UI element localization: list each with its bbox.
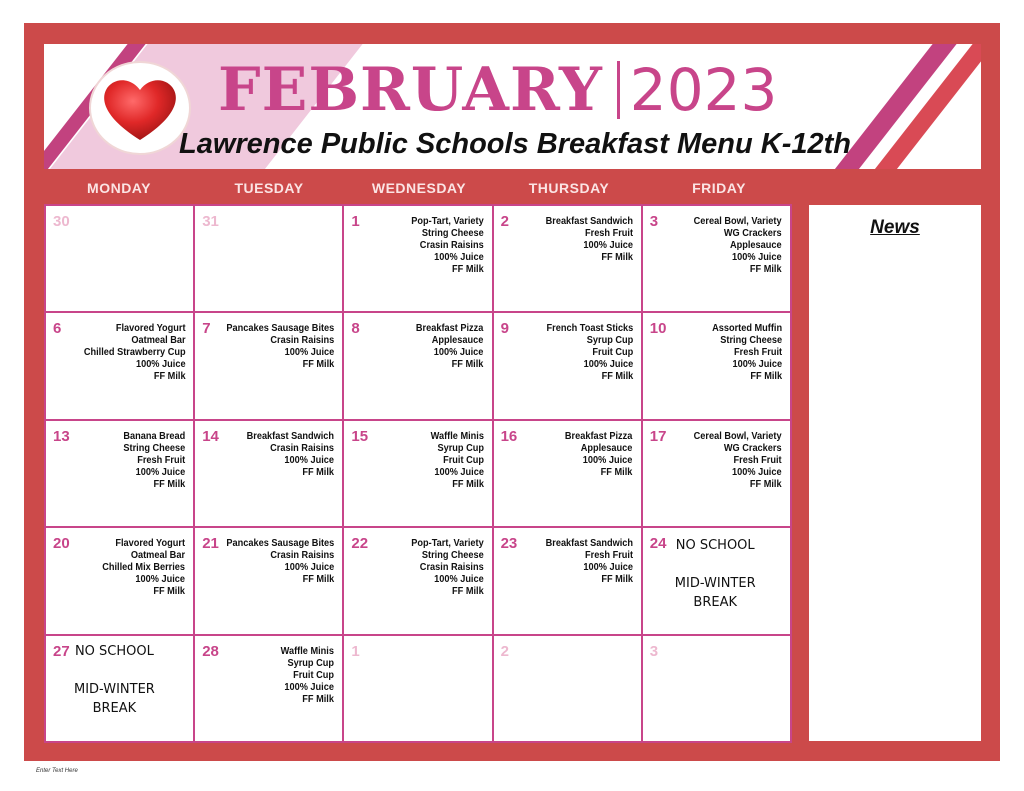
menu-item: 100% Juice (583, 359, 633, 371)
menu-item: FF Milk (601, 574, 633, 586)
calendar-day-cell (344, 313, 491, 418)
footer-text: Enter Text Here (36, 768, 78, 774)
calendar-grid (44, 204, 792, 743)
weekday-label: THURSDAY (528, 180, 610, 196)
menu-item: FF Milk (750, 264, 782, 275)
day-number: 23 (500, 535, 518, 553)
day-number: 27 (53, 642, 70, 660)
menu-item: Crasin Raisins (270, 335, 335, 347)
menu-item: Pancakes Sausage Bites (226, 323, 335, 335)
menu-item: Pancakes Sausage Bites (226, 538, 335, 550)
menu-item: FF Milk (302, 359, 335, 371)
menu-item: Fresh Fruit (733, 347, 782, 359)
menu-item: Chilled Strawberry Cup (83, 347, 186, 359)
menu-items (410, 323, 483, 371)
menu-item: String Cheese (720, 335, 782, 347)
note-line: BREAK (693, 595, 737, 611)
menu-items (706, 323, 782, 383)
menu-item: Chilled Mix Berries (102, 562, 186, 574)
menu-item: FF Milk (302, 466, 335, 478)
calendar-day-cell (195, 528, 342, 633)
day-number: 21 (202, 535, 219, 553)
menu-items (539, 323, 633, 383)
calendar-day-cell (46, 421, 193, 526)
menu-item: Syrup Cup (586, 335, 633, 347)
calendar-day-cell (195, 421, 342, 526)
calendar-day-cell (195, 636, 342, 741)
menu-item: 100% Juice (583, 240, 633, 251)
day-number: 20 (53, 535, 70, 553)
calendar-day-cell (494, 313, 641, 418)
menu-item: 100% Juice (732, 359, 782, 371)
menu-item: 100% Juice (284, 681, 335, 693)
calendar-day-cell (46, 313, 193, 418)
menu-item: 100% Juice (135, 574, 186, 586)
menu-item: Banana Bread (123, 430, 186, 442)
menu-items (118, 431, 185, 491)
menu-item: Syrup Cup (287, 657, 335, 669)
menu-item: 100% Juice (135, 359, 186, 371)
weekday-label: MONDAY (87, 180, 151, 196)
menu-item: 100% Juice (732, 252, 782, 263)
menu-item: String Cheese (421, 550, 484, 562)
day-number: 2 (500, 213, 509, 230)
menu-item: Crasin Raisins (270, 550, 335, 562)
menu-items (217, 538, 334, 586)
menu-item: Fresh Fruit (137, 454, 186, 466)
menu-item: Applesauce (581, 442, 633, 454)
menu-item: Crasin Raisins (419, 562, 484, 574)
calendar-day-cell (46, 636, 193, 741)
menu-item: Assorted Muffin (711, 323, 782, 335)
menu-item: Fruit Cup (442, 454, 484, 466)
menu-items (95, 538, 185, 598)
day-number: 24 (649, 535, 667, 553)
day-number: 1 (351, 213, 360, 230)
menu-item: Pop-Tart, Variety (411, 538, 484, 550)
menu-item: 100% Juice (433, 574, 484, 586)
news-title: News (870, 217, 920, 238)
menu-item: Breakfast Pizza (416, 323, 484, 335)
menu-item: WG Crackers (724, 442, 782, 454)
calendar-day-cell (643, 313, 790, 418)
menu-item: Fruit Cup (591, 347, 633, 359)
menu-item: FF Milk (601, 252, 633, 263)
day-number: 3 (649, 213, 659, 230)
menu-item: Breakfast Sandwich (246, 430, 335, 442)
note-line (74, 661, 155, 680)
calendar-day-cell (344, 528, 491, 633)
calendar-day-cell (195, 313, 342, 418)
title-year: 2023 (629, 55, 778, 124)
note-line: BREAK (92, 700, 137, 716)
menu-item: 100% Juice (732, 466, 782, 478)
page-title (218, 52, 777, 127)
menu-item: Applesauce (431, 335, 484, 347)
day-number: 15 (351, 427, 369, 445)
menu-items (217, 323, 334, 371)
note-line: MID-WINTER (674, 576, 756, 592)
day-number: 10 (649, 320, 667, 338)
menu-item: 100% Juice (583, 562, 633, 574)
day-number: 17 (649, 427, 667, 445)
menu-item: Breakfast Sandwich (545, 538, 633, 550)
menu-item: 100% Juice (284, 454, 335, 466)
menu-item: Fresh Fruit (584, 550, 633, 562)
menu-item: Waffle Minis (281, 645, 335, 657)
menu-item: Cereal Bowl, Variety (694, 430, 782, 442)
no-school-note (74, 642, 155, 718)
calendar-day-cell (494, 636, 641, 741)
day-number: 13 (53, 427, 70, 445)
menu-item: FF Milk (601, 466, 633, 478)
menu-item: FF Milk (451, 478, 484, 490)
note-line: NO SCHOOL (675, 538, 755, 554)
news-panel (809, 205, 981, 741)
calendar-day-cell (643, 528, 790, 633)
calendar-day-cell (46, 528, 193, 633)
menu-item: Cereal Bowl, Variety (694, 216, 782, 227)
title-divider (617, 61, 620, 119)
menu-item: FF Milk (750, 478, 782, 490)
calendar-day-cell (643, 206, 790, 311)
menu-item: Breakfast Pizza (565, 430, 633, 442)
menu-item: 100% Juice (135, 466, 186, 478)
menu-item: Crasin Raisins (270, 442, 335, 454)
menu-item: Fruit Cup (293, 669, 335, 681)
menu-item: Crasin Raisins (419, 240, 484, 251)
menu-item: FF Milk (451, 359, 484, 371)
menu-item: 100% Juice (433, 347, 484, 359)
day-number: 1 (351, 642, 360, 660)
menu-item: 100% Juice (284, 347, 335, 359)
weekday-header (44, 176, 794, 200)
menu-item: 100% Juice (433, 466, 484, 478)
menu-items (426, 431, 484, 491)
menu-items (405, 538, 484, 598)
note-line: MID-WINTER (74, 681, 155, 697)
calendar-day-cell (494, 528, 641, 633)
menu-item: FF Milk (601, 371, 633, 383)
calendar-day-cell (643, 421, 790, 526)
day-number: 22 (351, 535, 369, 553)
day-number: 7 (202, 320, 211, 338)
menu-item: Waffle Minis (430, 430, 484, 442)
menu-items (276, 646, 334, 706)
menu-item: String Cheese (421, 228, 484, 239)
day-number: 31 (202, 213, 219, 230)
menu-item: Syrup Cup (437, 442, 484, 454)
calendar-day-cell (46, 206, 193, 311)
menu-items (686, 216, 782, 276)
calendar-day-cell (344, 636, 491, 741)
day-number: 2 (500, 642, 509, 660)
menu-item: FF Milk (302, 574, 335, 586)
day-number: 30 (53, 213, 70, 230)
menu-items (239, 431, 334, 479)
menu-item: FF Milk (451, 264, 484, 275)
menu-items (538, 216, 633, 264)
menu-items (559, 431, 632, 479)
menu-item: WG Crackers (724, 228, 782, 239)
menu-item: FF Milk (750, 371, 782, 383)
weekday-label: WEDNESDAY (371, 180, 467, 196)
calendar-day-cell (494, 206, 641, 311)
day-number: 14 (202, 427, 219, 445)
calendar-day-cell (344, 206, 491, 311)
weekday-label: FRIDAY (692, 180, 746, 196)
menu-items (538, 538, 633, 586)
menu-item: Flavored Yogurt (115, 323, 186, 335)
menu-item: Oatmeal Bar (130, 335, 186, 347)
menu-item: FF Milk (153, 586, 186, 598)
menu-item: Oatmeal Bar (130, 550, 186, 562)
calendar-day-cell (494, 421, 641, 526)
menu-item: 100% Juice (433, 252, 484, 263)
note-line: NO SCHOOL (74, 643, 154, 659)
menu-item: Flavored Yogurt (115, 538, 186, 550)
menu-items (686, 431, 782, 491)
weekday-label: TUESDAY (234, 180, 304, 196)
calendar-day-cell (643, 636, 790, 741)
calendar-day-cell (195, 206, 342, 311)
day-number: 16 (500, 427, 518, 445)
menu-item: Fresh Fruit (584, 228, 633, 239)
menu-item: FF Milk (302, 693, 335, 705)
note-line (675, 555, 756, 574)
day-number: 28 (202, 642, 219, 660)
menu-item: 100% Juice (583, 454, 633, 466)
no-school-note (675, 536, 756, 612)
page-subtitle: Lawrence Public Schools Breakfast Menu K-12th (178, 128, 851, 160)
day-number: 9 (500, 320, 509, 338)
menu-item: Breakfast Sandwich (545, 216, 633, 227)
menu-item: Pop-Tart, Variety (411, 216, 484, 227)
menu-item: FF Milk (153, 371, 186, 383)
menu-item: 100% Juice (284, 562, 335, 574)
menu-items (75, 323, 186, 383)
menu-item: FF Milk (153, 478, 186, 490)
title-month: FEBRUARY (218, 54, 603, 125)
menu-item: String Cheese (123, 442, 186, 454)
day-number: 6 (53, 320, 62, 338)
menu-item: French Toast Sticks (546, 323, 633, 335)
day-number: 8 (351, 320, 360, 338)
day-number: 3 (649, 642, 659, 660)
menu-items (405, 216, 484, 276)
calendar-day-cell (344, 421, 491, 526)
menu-item: Applesauce (730, 240, 782, 251)
menu-item: FF Milk (451, 586, 484, 598)
menu-item: Fresh Fruit (733, 454, 782, 466)
